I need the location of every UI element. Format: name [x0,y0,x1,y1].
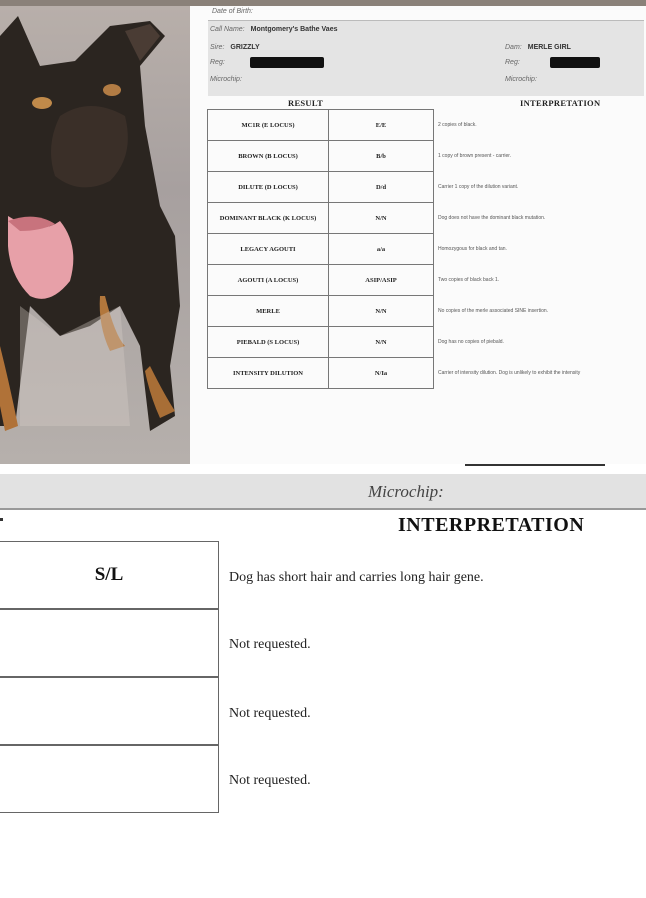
test-result: ASIP/ASIP [329,265,434,296]
test-result: E/E [329,110,434,141]
test-name: AGOUTI (A LOCUS) [208,265,329,296]
interpretation-text: Dog does not have the dominant black mutation. [438,214,546,221]
dam-microchip-row: Microchip: [505,76,537,83]
test-name: BROWN (B LOCUS) [208,141,329,172]
interpretation-text: Homozygous for black and tan. [438,245,507,252]
test-name: DOMINANT BLACK (K LOCUS) [208,203,329,234]
sire-microchip-row: Microchip: [210,76,242,83]
date-of-birth-partial: Date of Birth: [212,8,253,15]
test-name: DILUTE (D LOCUS) [208,172,329,203]
test-name: MERLE [208,296,329,327]
table-row [208,110,434,141]
redaction-bar [250,57,324,68]
test-result: B/b [329,141,434,172]
interpretation-text: No copies of the merle associated SINE insertion. [438,307,549,314]
dog-illustration [0,6,190,464]
test-name: PIEBALD (S LOCUS) [208,327,329,358]
test-result: N/N [329,203,434,234]
interpretation-text: Not requested. [229,637,311,652]
microchip-label: Microchip: [368,482,444,501]
test-result: D/d [329,172,434,203]
table-row [208,141,434,172]
interpretation-heading: INTERPRETATION [398,514,585,536]
interpretation-text: Not requested. [229,773,311,788]
interpretation-text: 2 copies of black. [438,121,477,128]
test-name: INTENSITY DILUTION [208,358,329,389]
table-row [208,296,434,327]
test-name: MC1R (E LOCUS) [208,110,329,141]
interpretation-text: Carrier of intensity dilution. Dog is unlikely to exhibit the intensity [438,369,581,376]
interpretation-text: Two copies of black back 1. [438,276,500,283]
genetic-certificate-lower [0,466,646,898]
dog-photo [0,6,190,464]
table-row [208,327,434,358]
interpretation-text: Dog has no copies of piebald. [438,338,504,345]
test-result: N/N [329,327,434,358]
result-heading: RESULT [288,98,324,108]
table-row [208,358,434,389]
test-result: N/Ia [329,358,434,389]
result-cell [0,541,219,609]
interpretation-heading: INTERPRETATION [520,98,601,108]
corner-mark [0,518,3,521]
sire-reg-row: Reg: [210,59,225,66]
test-results-table [207,109,434,389]
microchip-band [0,474,646,510]
test-result: N/N [329,296,434,327]
genetic-certificate-upper [190,6,646,464]
result-cell [0,677,219,745]
dam-reg-row: Reg: [505,59,520,66]
interpretation-text: Carrier 1 copy of the dilution variant. [438,183,519,190]
redaction-bar [550,57,600,68]
result-cell [0,609,219,677]
dam-row: Dam: MERLE GIRL [505,44,571,51]
interpretation-text: 1 copy of brown present - carrier. [438,152,512,159]
result-cell [0,745,219,813]
table-row [208,234,434,265]
interpretation-list [438,109,646,388]
call-name-row: Call Name: Montgomery's Bathe Vaes [210,26,338,33]
interpretation-text: Dog has short hair and carries long hair gene. [229,570,484,585]
sire-row: Sire: GRIZZLY [210,44,260,51]
interpretation-text: Not requested. [229,706,311,721]
result-value: S/L [94,564,124,585]
test-result: a/a [329,234,434,265]
table-row [208,172,434,203]
table-row [208,203,434,234]
test-name: LEGACY AGOUTI [208,234,329,265]
table-row [208,265,434,296]
